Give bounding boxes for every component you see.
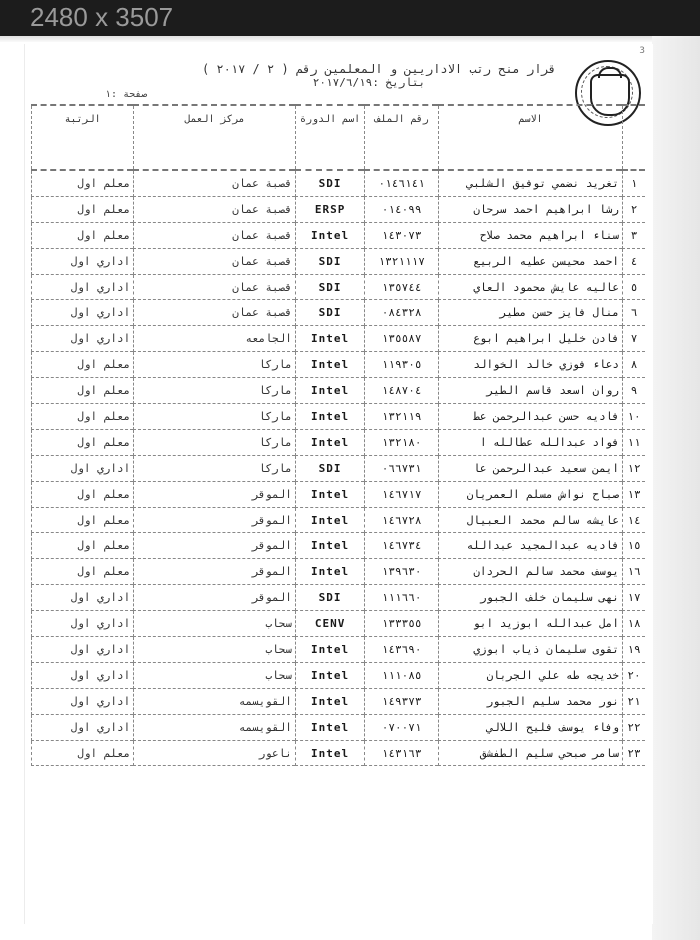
course-name: Intel: [295, 326, 365, 352]
employee-name: خديجه طه علي الجربان: [438, 662, 622, 688]
course-name: Intel: [295, 662, 365, 688]
employee-name: عاليه عايش محمود العاي: [438, 274, 622, 300]
file-number: ١٣٢١١٩: [365, 404, 439, 430]
header-rank: الرتبة: [32, 105, 134, 170]
table-row: [32, 507, 646, 533]
file-number: ١٤٨٧٠٤: [365, 378, 439, 404]
work-center: الموقر: [134, 507, 296, 533]
row-index: ١: [623, 170, 645, 196]
employee-name: دعاء فوزي خالد الخوالد: [438, 352, 622, 378]
work-center: الموقر: [134, 585, 296, 611]
employee-name: نهى سليمان خلف الجبور: [438, 585, 622, 611]
employee-name: روان اسعد قاسم الطير: [438, 378, 622, 404]
file-number: ١٣٣٣٥٥: [365, 611, 439, 637]
file-number: ١٤٩٣٧٣: [365, 688, 439, 714]
rank: اداري اول: [32, 637, 134, 663]
document-page: [24, 44, 653, 924]
row-index: ١٦: [623, 559, 645, 585]
rank: معلم اول: [32, 507, 134, 533]
employee-name: تغريد نضمي توفيق الشلبي: [438, 170, 622, 196]
file-number: ١٣٩٦٣٠: [365, 559, 439, 585]
table-row: [32, 481, 646, 507]
course-name: SDI: [295, 170, 365, 196]
table-header-row: [32, 105, 646, 170]
viewer-top-bar: [0, 0, 700, 36]
work-center: سحاب: [134, 662, 296, 688]
course-name: Intel: [295, 481, 365, 507]
work-center: قصبة عمان: [134, 274, 296, 300]
work-center: ماركا: [134, 352, 296, 378]
course-name: Intel: [295, 637, 365, 663]
course-name: Intel: [295, 688, 365, 714]
file-number: ٠٦٦٧٣١: [365, 455, 439, 481]
row-index: ٢٠: [623, 662, 645, 688]
course-name: Intel: [295, 714, 365, 740]
rank: اداري اول: [32, 300, 134, 326]
table-row: [32, 585, 646, 611]
row-index: ٨: [623, 352, 645, 378]
file-number: ١٤٦٧٢٨: [365, 507, 439, 533]
rank: معلم اول: [32, 481, 134, 507]
table-row: [32, 300, 646, 326]
table-row: [32, 429, 646, 455]
employee-name: امل عبدالله ابوزيد ابو: [438, 611, 622, 637]
work-center: قصبة عمان: [134, 300, 296, 326]
table-row: [32, 662, 646, 688]
rank: معلم اول: [32, 533, 134, 559]
course-name: SDI: [295, 585, 365, 611]
employee-name: فادن خليل ابراهيم ابوع: [438, 326, 622, 352]
rank: معلم اول: [32, 352, 134, 378]
document-title: قرار منح رتب الاداريين و المعلمين رقم ( ٢ / ٢٠١٧ ): [201, 62, 557, 76]
rank: اداري اول: [32, 326, 134, 352]
course-name: Intel: [295, 429, 365, 455]
rank: معلم اول: [32, 196, 134, 222]
employee-name: فاديه حسن عبدالرحمن عط: [438, 404, 622, 430]
file-number: ١٤٣٠٧٣: [365, 222, 439, 248]
course-name: SDI: [295, 300, 365, 326]
row-index: ٢٣: [623, 740, 645, 766]
top-shadow-strip: [0, 36, 700, 42]
row-index: ٢: [623, 196, 645, 222]
rank: اداري اول: [32, 585, 134, 611]
table-row: [32, 248, 646, 274]
page-number: صفحة :١: [105, 89, 148, 100]
course-name: ERSP: [295, 196, 365, 222]
row-index: ٢١: [623, 688, 645, 714]
row-index: ٩: [623, 378, 645, 404]
table-row: [32, 559, 646, 585]
work-center: ماركا: [134, 455, 296, 481]
file-number: ١٣٥٧٤٤: [365, 274, 439, 300]
employee-name: احمد محيسن عطيه الربيع: [438, 248, 622, 274]
course-name: Intel: [295, 378, 365, 404]
rank: معلم اول: [32, 429, 134, 455]
table-row: [32, 533, 646, 559]
course-name: Intel: [295, 352, 365, 378]
row-index: ٢٢: [623, 714, 645, 740]
table-row: [32, 611, 646, 637]
course-name: Intel: [295, 222, 365, 248]
work-center: قصبة عمان: [134, 222, 296, 248]
course-name: SDI: [295, 455, 365, 481]
row-index: ١٣: [623, 481, 645, 507]
work-center: قصبة عمان: [134, 170, 296, 196]
work-center: سحاب: [134, 611, 296, 637]
row-index: ١٥: [623, 533, 645, 559]
rank: معلم اول: [32, 378, 134, 404]
rank: معلم اول: [32, 222, 134, 248]
employee-name: سامر صبحي سليم الطفشق: [438, 740, 622, 766]
file-number: ٠٨٤٣٢٨: [365, 300, 439, 326]
work-center: سحاب: [134, 637, 296, 663]
table-row: [32, 222, 646, 248]
header-name: الاسم: [438, 105, 622, 170]
employee-name: صباح نواش مسلم العمريان: [438, 481, 622, 507]
employee-name: منال فايز حسن مطير: [438, 300, 622, 326]
employee-name: عايشه سالم محمد العبيال: [438, 507, 622, 533]
rank: اداري اول: [32, 455, 134, 481]
work-center: الموقر: [134, 533, 296, 559]
row-index: ٤: [623, 248, 645, 274]
employee-name: سناء ابراهيم محمد صلاح: [438, 222, 622, 248]
table-row: [32, 326, 646, 352]
course-name: SDI: [295, 274, 365, 300]
file-number: ١٤٦٧٣٤: [365, 533, 439, 559]
table-row: [32, 688, 646, 714]
work-center: الموقر: [134, 481, 296, 507]
rank: اداري اول: [32, 714, 134, 740]
table-row: [32, 196, 646, 222]
course-name: Intel: [295, 533, 365, 559]
row-index: ١٧: [623, 585, 645, 611]
table-row: [32, 378, 646, 404]
page-mark: 3: [639, 46, 645, 56]
employee-name: فواد عبدالله عطالله ا: [438, 429, 622, 455]
file-number: ٠٧٠٠٧١: [365, 714, 439, 740]
row-index: ١٤: [623, 507, 645, 533]
header-work-center: مركز العمل: [134, 105, 296, 170]
row-index: ٧: [623, 326, 645, 352]
rank: اداري اول: [32, 248, 134, 274]
header-course: اسم الدورة: [295, 105, 365, 170]
course-name: SDI: [295, 248, 365, 274]
file-number: ١٣٢١١١٧: [365, 248, 439, 274]
file-number: ١٤٣١٦٣: [365, 740, 439, 766]
course-name: Intel: [295, 404, 365, 430]
file-number: ١٣٥٥٨٧: [365, 326, 439, 352]
header-file-number: رقم الملف: [365, 105, 439, 170]
file-number: ١١١٦٦٠: [365, 585, 439, 611]
rank: اداري اول: [32, 662, 134, 688]
image-dimensions-label: 2480 x 3507: [30, 2, 174, 32]
rank: معلم اول: [32, 559, 134, 585]
work-center: ناعور: [134, 740, 296, 766]
work-center: القويسمه: [134, 688, 296, 714]
table-row: [32, 714, 646, 740]
file-number: ١١٩٣٠٥: [365, 352, 439, 378]
file-number: ٠١٤٠٩٩: [365, 196, 439, 222]
row-index: ٦: [623, 300, 645, 326]
work-center: ماركا: [134, 429, 296, 455]
employee-name: ايمن سعيد عبدالرحمن عا: [438, 455, 622, 481]
table-row: [32, 637, 646, 663]
course-name: CENV: [295, 611, 365, 637]
header-index: [623, 105, 645, 170]
file-number: ٠١٤٦١٤١: [365, 170, 439, 196]
file-number: ١١١٠٨٥: [365, 662, 439, 688]
course-name: Intel: [295, 507, 365, 533]
course-name: Intel: [295, 559, 365, 585]
rank: معلم اول: [32, 740, 134, 766]
file-number: ١٤٣٦٩٠: [365, 637, 439, 663]
page-edge-shadow: [652, 36, 700, 940]
employee-name: تقوى سليمان ذياب ابوزي: [438, 637, 622, 663]
work-center: الموقر: [134, 559, 296, 585]
table-row: [32, 352, 646, 378]
file-number: ١٣٢١٨٠: [365, 429, 439, 455]
table-row: [32, 455, 646, 481]
row-index: ١٠: [623, 404, 645, 430]
course-name: Intel: [295, 740, 365, 766]
row-index: ١٨: [623, 611, 645, 637]
rank: معلم اول: [32, 170, 134, 196]
employee-name: نور محمد سليم الجبور: [438, 688, 622, 714]
work-center: ماركا: [134, 404, 296, 430]
table-row: [32, 404, 646, 430]
row-index: ١١: [623, 429, 645, 455]
work-center: قصبة عمان: [134, 248, 296, 274]
work-center: قصبة عمان: [134, 196, 296, 222]
rank: اداري اول: [32, 274, 134, 300]
employee-name: يوسف محمد سالم الحردان: [438, 559, 622, 585]
employee-name: رشا ابراهيم احمد سرحان: [438, 196, 622, 222]
table-row: [32, 170, 646, 196]
table-row: [32, 274, 646, 300]
employee-name: وفاء يوسف فليح اللالي: [438, 714, 622, 740]
rank: اداري اول: [32, 611, 134, 637]
row-index: ٥: [623, 274, 645, 300]
table-row: [32, 740, 646, 766]
row-index: ١٩: [623, 637, 645, 663]
employee-name: فاديه عبدالمجيد عبدالله: [438, 533, 622, 559]
work-center: ماركا: [134, 378, 296, 404]
row-index: ١٢: [623, 455, 645, 481]
work-center: القويسمه: [134, 714, 296, 740]
ranks-table: [31, 104, 645, 766]
work-center: الجامعه: [134, 326, 296, 352]
rank: اداري اول: [32, 688, 134, 714]
document-date: بتاريخ :٢٠١٧/٦/١٩: [312, 76, 426, 89]
rank: معلم اول: [32, 404, 134, 430]
file-number: ١٤٦٧١٧: [365, 481, 439, 507]
row-index: ٣: [623, 222, 645, 248]
